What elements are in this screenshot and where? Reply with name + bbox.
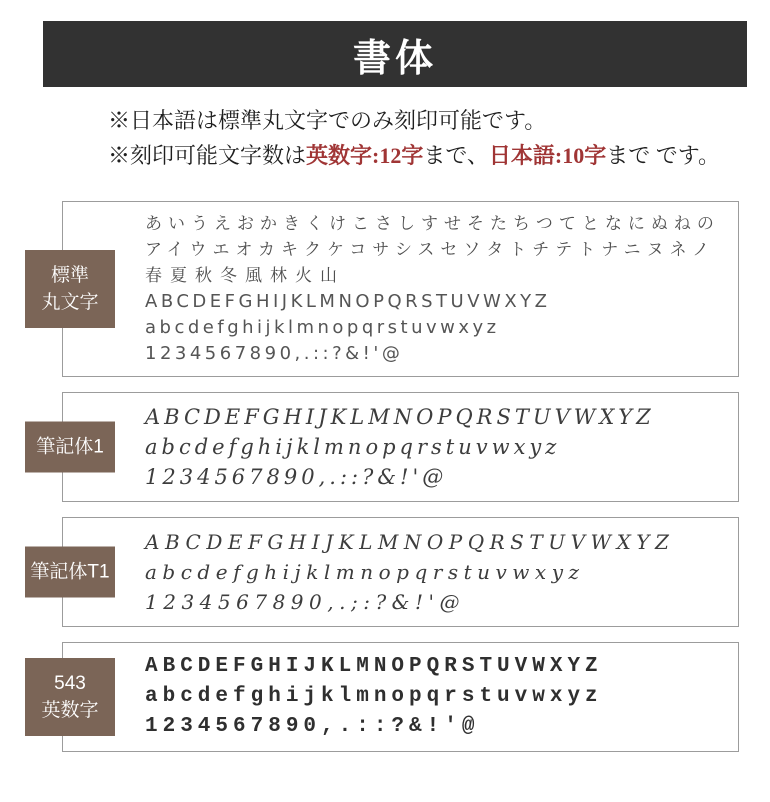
sample-box-cursive-t1: [30, 517, 739, 627]
note-line-2-part: まで です。: [606, 143, 720, 168]
font-sample-list: [0, 201, 770, 752]
note-line-1: ※日本語は標準丸文字でのみ刻印可能です。: [108, 108, 547, 133]
sample-line-uppercase: ABCDEFGHIJKLMNOPQRSTUVWXYZ: [145, 530, 675, 554]
sample-line-uppercase: ABCDEFGHIJKLMNOPQRSTUVWXYZ: [145, 291, 551, 312]
sample-line-numbers: 1234567890,.;:?&!'@: [145, 590, 465, 614]
font-label-cursive-1: [25, 422, 115, 473]
sample-line-numbers: 1234567890,.::?&!'@: [145, 715, 480, 738]
sample-box-standard-round: [41, 201, 739, 377]
sample-line-hiragana: あいうえおかきくけこさしすせそたちつてとなにぬねの: [145, 214, 720, 234]
sample-line-numbers: 1234567890,.::?&!'@: [145, 465, 448, 489]
font-label-line: 英数字: [41, 700, 99, 721]
sample-line-kanji: 春夏秋冬風林火山: [145, 266, 345, 286]
sample-box-cursive-1: [36, 392, 739, 502]
sample-line-lowercase: abcdefghijklmnopqrstuvwxyz: [145, 560, 585, 584]
note-alnum-limit: 英数字:12字: [306, 143, 424, 168]
section-title: 書体: [352, 37, 437, 80]
sample-line-lowercase: abcdefghijklmnopqrstuvwxyz: [145, 685, 603, 708]
sample-line-lowercase: abcdefghijklmnopqrstuvwxyz: [145, 435, 561, 459]
sample-line-numbers: 1234567890,.::?&!'@: [145, 343, 404, 364]
section-header: [43, 21, 747, 87]
note-line-2-part: ※刻印可能文字数は: [108, 143, 307, 168]
sample-line-uppercase: ABCDEFGHIJKLMNOPQRSTUVWXYZ: [145, 405, 655, 429]
font-label-standard-round: [25, 250, 115, 328]
font-label-cursive-t1: [25, 547, 115, 598]
font-label-543-alnum: [25, 658, 115, 736]
engraving-notes: [108, 103, 750, 173]
note-japanese-limit: 日本語:10字: [488, 143, 607, 168]
font-label-line: 543: [54, 673, 86, 694]
note-line-2-part: まで、: [423, 143, 489, 168]
sample-line-uppercase: ABCDEFGHIJKLMNOPQRSTUVWXYZ: [145, 655, 603, 678]
font-label-line: 標準: [50, 265, 89, 286]
font-label-line: 丸文字: [41, 292, 99, 313]
sample-line-katakana: アイウエオカキクケコサシスセソタトチテトナニヌネノ: [145, 240, 716, 260]
font-label-line: 筆記体1: [36, 436, 104, 458]
sample-line-lowercase: abcdefghijklmnopqrstuvwxyz: [145, 317, 500, 338]
font-label-line: 筆記体T1: [30, 561, 110, 583]
sample-box-543-alnum: [41, 642, 739, 752]
note-line-2: [108, 138, 750, 173]
